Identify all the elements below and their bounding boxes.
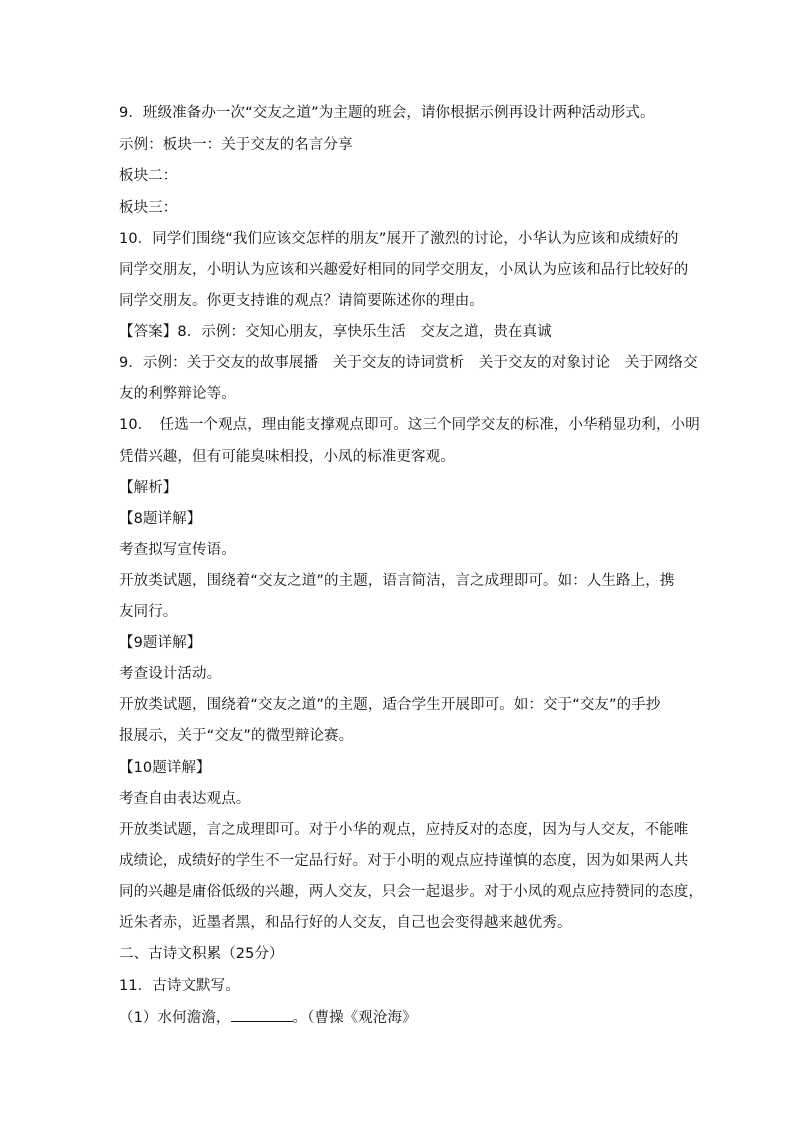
- q10-detail-line3: 同的兴趣是庸俗低级的兴趣，两人交友，只会一起退步。对于小凤的观点应持赞同的态度，: [119, 884, 703, 900]
- q9-block2: 板块二：: [119, 168, 178, 184]
- q9-detail-heading: 【9题详解】: [119, 635, 202, 651]
- q11-1-prefix: （1）水何澹澹，: [119, 1010, 231, 1026]
- answer-line3: 友的利弊辩论等。: [119, 386, 236, 402]
- q8-detail-heading: 【8题详解】: [119, 511, 202, 527]
- answer-line4: 10． 任选一个观点，理由能支撑观点即可。这三个同学交友的标准，小华稍显功利，小明: [119, 417, 700, 433]
- answer-line2: 9．示例：关于交友的故事展播 关于交友的诗词赏析 关于交友的对象讨论 关于网络交: [119, 355, 698, 371]
- q11-1-suffix: 。（曹操《观沧海》: [292, 1010, 417, 1026]
- q10-line3: 同学交朋友。你更支持谁的观点？请简要陈述你的理由。: [119, 293, 484, 309]
- q10-line2: 同学交朋友，小明认为应该和兴趣爱好相同的同学交朋友，小凤认为应该和品行比较好的: [119, 262, 689, 278]
- q10-detail-line2: 成绩论，成绩好的学生不一定品行好。对于小明的观点应持谨慎的态度，因为如果两人共: [119, 853, 689, 869]
- q11-1: [119, 1007, 417, 1028]
- q8-detail-line2: 友同行。: [119, 604, 178, 620]
- answer-line1: 【答案】8．示例：交知心朋友，享快乐生活 交友之道，贵在真诚: [119, 324, 552, 340]
- q9-example: 示例：板块一：关于交友的名言分享: [119, 137, 353, 153]
- answer-line5: 凭借兴趣，但有可能臭味相投，小凤的标准更客观。: [119, 449, 455, 465]
- q9-stem: 9．班级准备办一次“交友之道”为主题的班会，请你根据示例再设计两种活动形式。: [119, 105, 655, 121]
- q9-detail-line1: 开放类试题，围绕着“交友之道”的主题，适合学生开展即可。如：交于“交友”的手抄: [119, 697, 661, 713]
- fill-in-blank: [231, 1007, 293, 1022]
- q9-block3: 板块三：: [119, 200, 178, 216]
- q10-line1: 10．同学们围绕“我们应该交怎样的朋友”展开了激烈的讨论，小华认为应该和成绩好的: [119, 231, 679, 247]
- analysis-heading: 【解析】: [119, 480, 178, 496]
- q9-detail-line2: 报展示，关于“交友”的微型辩论赛。: [119, 728, 354, 744]
- q10-detail-heading: 【10题详解】: [119, 760, 211, 776]
- q10-detail-point: 考查自由表达观点。: [119, 791, 251, 807]
- q11-stem: 11．古诗文默写。: [119, 978, 240, 994]
- q10-detail-line1: 开放类试题，言之成理即可。对于小华的观点，应持反对的态度，因为与人交友，不能唯: [119, 822, 689, 838]
- q8-detail-point: 考查拟写宣传语。: [119, 542, 236, 558]
- q10-detail-line4: 近朱者赤，近墨者黑，和品行好的人交友，自己也会变得越来越优秀。: [119, 915, 572, 931]
- q8-detail-line1: 开放类试题，围绕着“交友之道”的主题，语言简洁，言之成理即可。如：人生路上，携: [119, 573, 675, 589]
- section2-heading: 二、古诗文积累（25分）: [119, 946, 284, 962]
- q9-detail-point: 考查设计活动。: [119, 666, 222, 682]
